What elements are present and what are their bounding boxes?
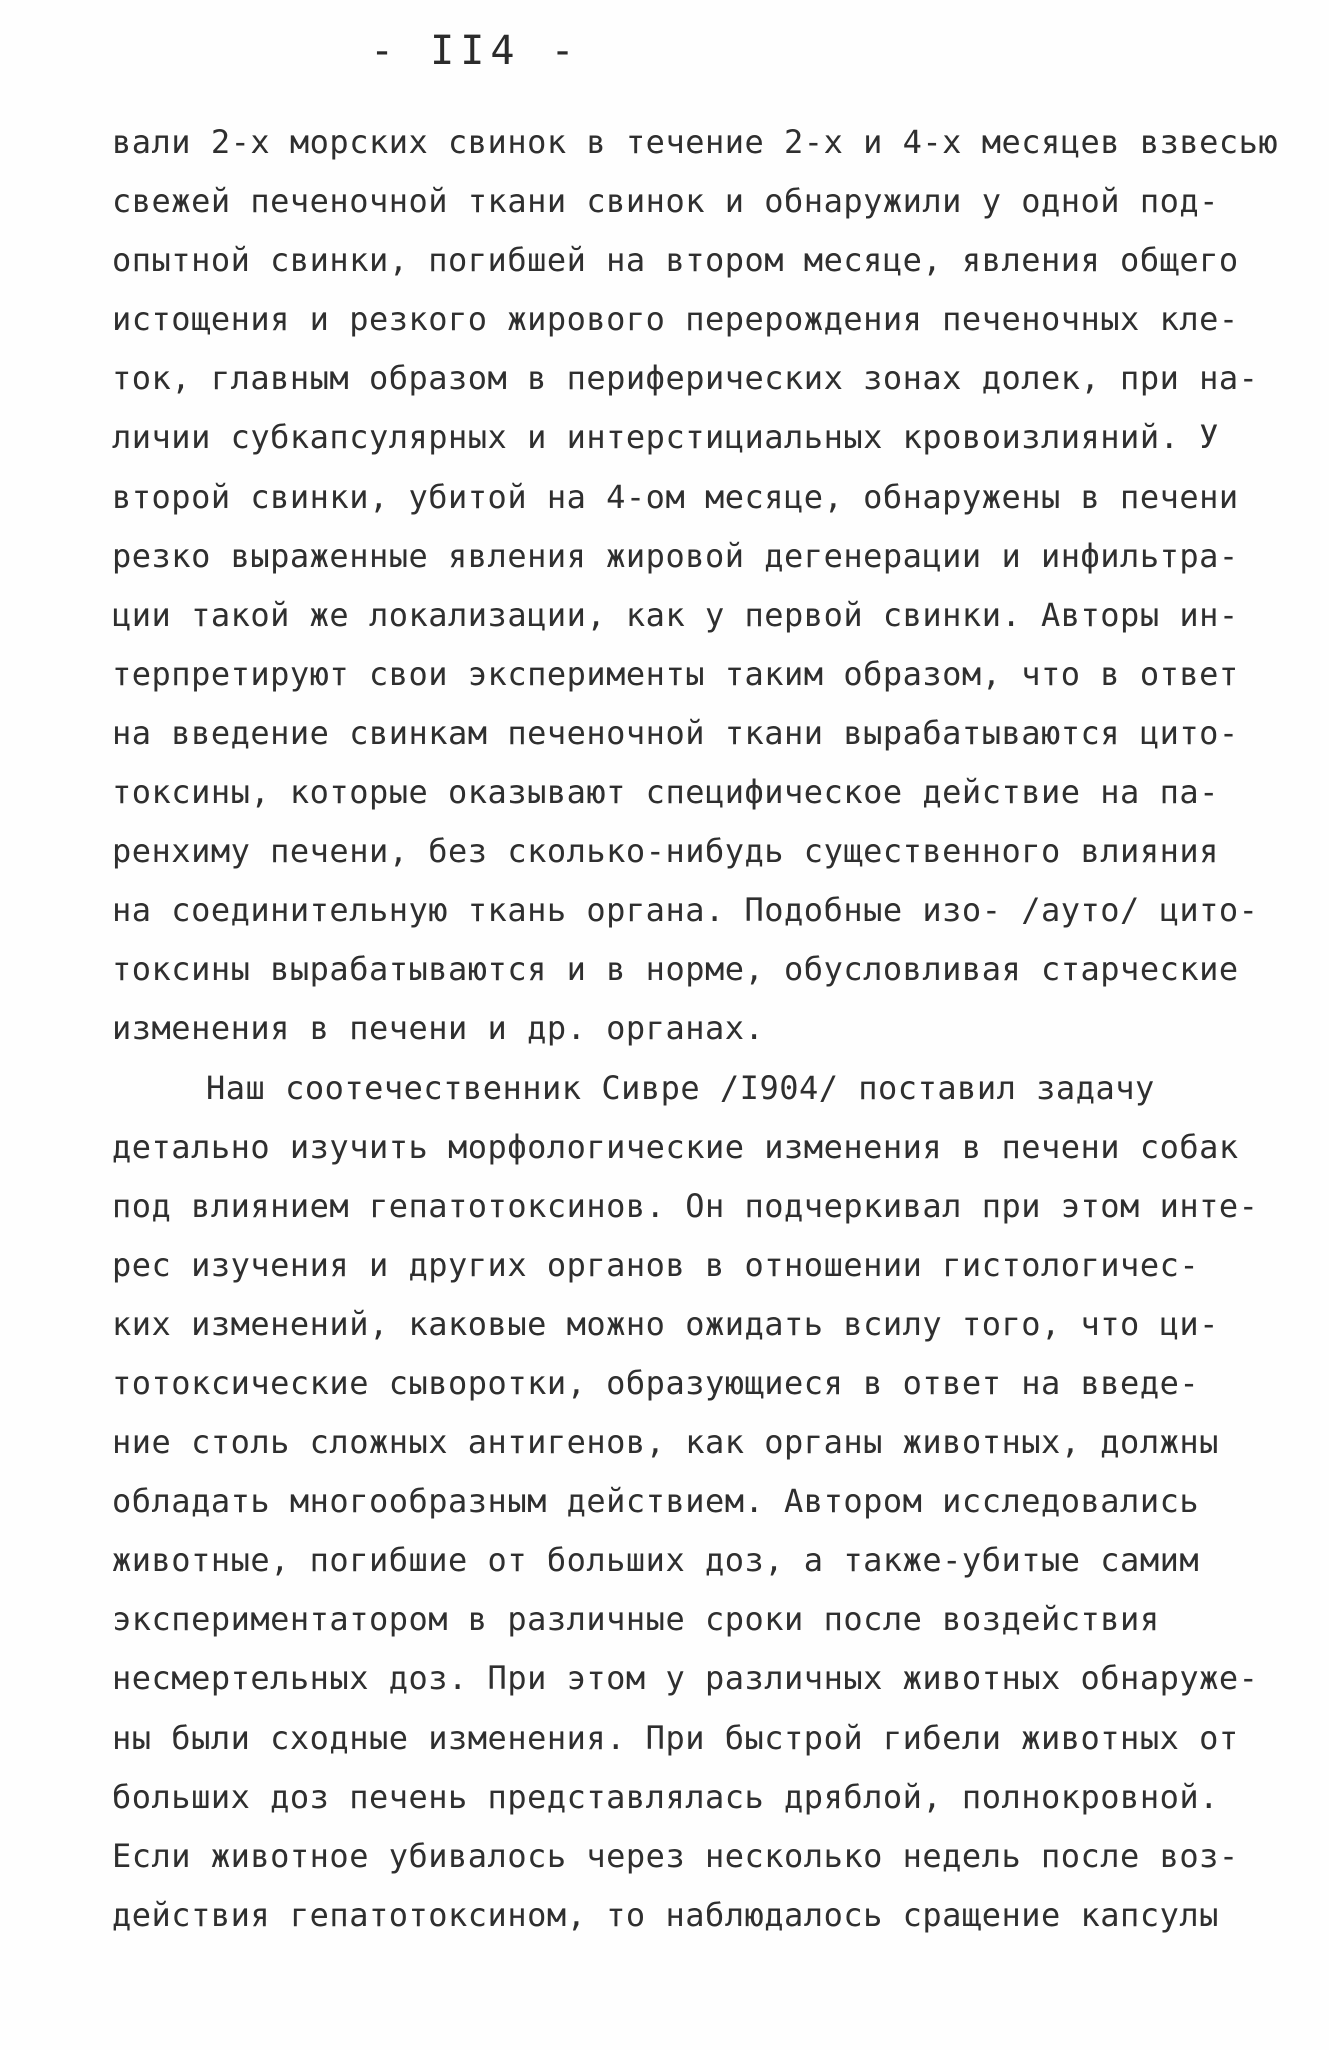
- text-line: действия гепатотоксином, то наблюдалось сращение капсулы: [112, 1895, 1219, 1934]
- text-line: Если животное убивалось через несколько недель после воз-: [112, 1836, 1239, 1875]
- page-number: - II4 -: [370, 28, 581, 74]
- text-line: истощения и резкого жирового перерождения печеночных кле-: [112, 300, 1239, 339]
- text-line: тотоксические сыворотки, образующиеся в ответ на введе-: [112, 1363, 1200, 1402]
- text-line: несмертельных доз. При этом у различных животных обнаруже-: [112, 1659, 1259, 1698]
- text-line: на введение свинкам печеночной ткани вырабатываются цито-: [112, 713, 1239, 752]
- text-line: терпретируют свои эксперименты таким образом, что в ответ: [112, 654, 1239, 693]
- text-line: рес изучения и других органов в отношении гистологичес-: [112, 1245, 1200, 1284]
- text-line: ток, главным образом в периферических зонах долек, при на-: [112, 359, 1259, 398]
- text-line: Наш соотечественник Сивре /I904/ поставил задачу: [206, 1068, 1155, 1107]
- text-line: токсины, которые оказывают специфическое действие на па-: [112, 773, 1219, 812]
- text-line: ны были сходные изменения. При быстрой гибели животных от: [112, 1718, 1239, 1757]
- text-line: ких изменений, каковые можно ожидать всилу того, что ци-: [112, 1304, 1219, 1343]
- text-line: свежей печеночной ткани свинок и обнаружили у одной под-: [112, 182, 1219, 221]
- text-line: ние столь сложных антигенов, как органы животных, должны: [112, 1423, 1219, 1462]
- text-line: изменения в печени и др. органах.: [112, 1009, 765, 1048]
- text-line: больших доз печень представлялась дряблой, полнокровной.: [112, 1777, 1219, 1816]
- paragraph-1: [112, 113, 1279, 1059]
- text-line: токсины вырабатываются и в норме, обусловливая старческие: [112, 950, 1239, 989]
- text-line: второй свинки, убитой на 4-ом месяце, обнаружены в печени: [112, 477, 1239, 516]
- text-line: вали 2-х морских свинок в течение 2-х и 4-х месяцев взвесью: [112, 123, 1279, 161]
- body-text: [112, 113, 1279, 1945]
- paragraph-2: [112, 1059, 1259, 1945]
- text-line: экспериментатором в различные сроки после воздействия: [112, 1600, 1160, 1639]
- text-line: под влиянием гепатотоксинов. Он подчеркивал при этом инте-: [112, 1186, 1259, 1225]
- text-line: личии субкапсулярных и интерстициальных кровоизлияний. У: [112, 418, 1219, 457]
- text-line: резко выраженные явления жировой дегенерации и инфильтра-: [112, 536, 1239, 575]
- text-line: ренхиму печени, без сколько-нибудь существенного влияния: [112, 832, 1219, 871]
- text-line: опытной свинки, погибшей на втором месяце, явления общего: [112, 241, 1239, 280]
- text-line: обладать многообразным действием. Автором исследовались: [112, 1482, 1200, 1521]
- text-line: детально изучить морфологические изменения в печени собак: [112, 1127, 1239, 1166]
- text-line: ции такой же локализации, как у первой свинки. Авторы ин-: [112, 595, 1239, 634]
- text-line: на соединительную ткань органа. Подобные изо- /ауто/ цито-: [112, 891, 1259, 930]
- text-line: животные, погибшие от больших доз, а также-убитые самим: [112, 1541, 1200, 1580]
